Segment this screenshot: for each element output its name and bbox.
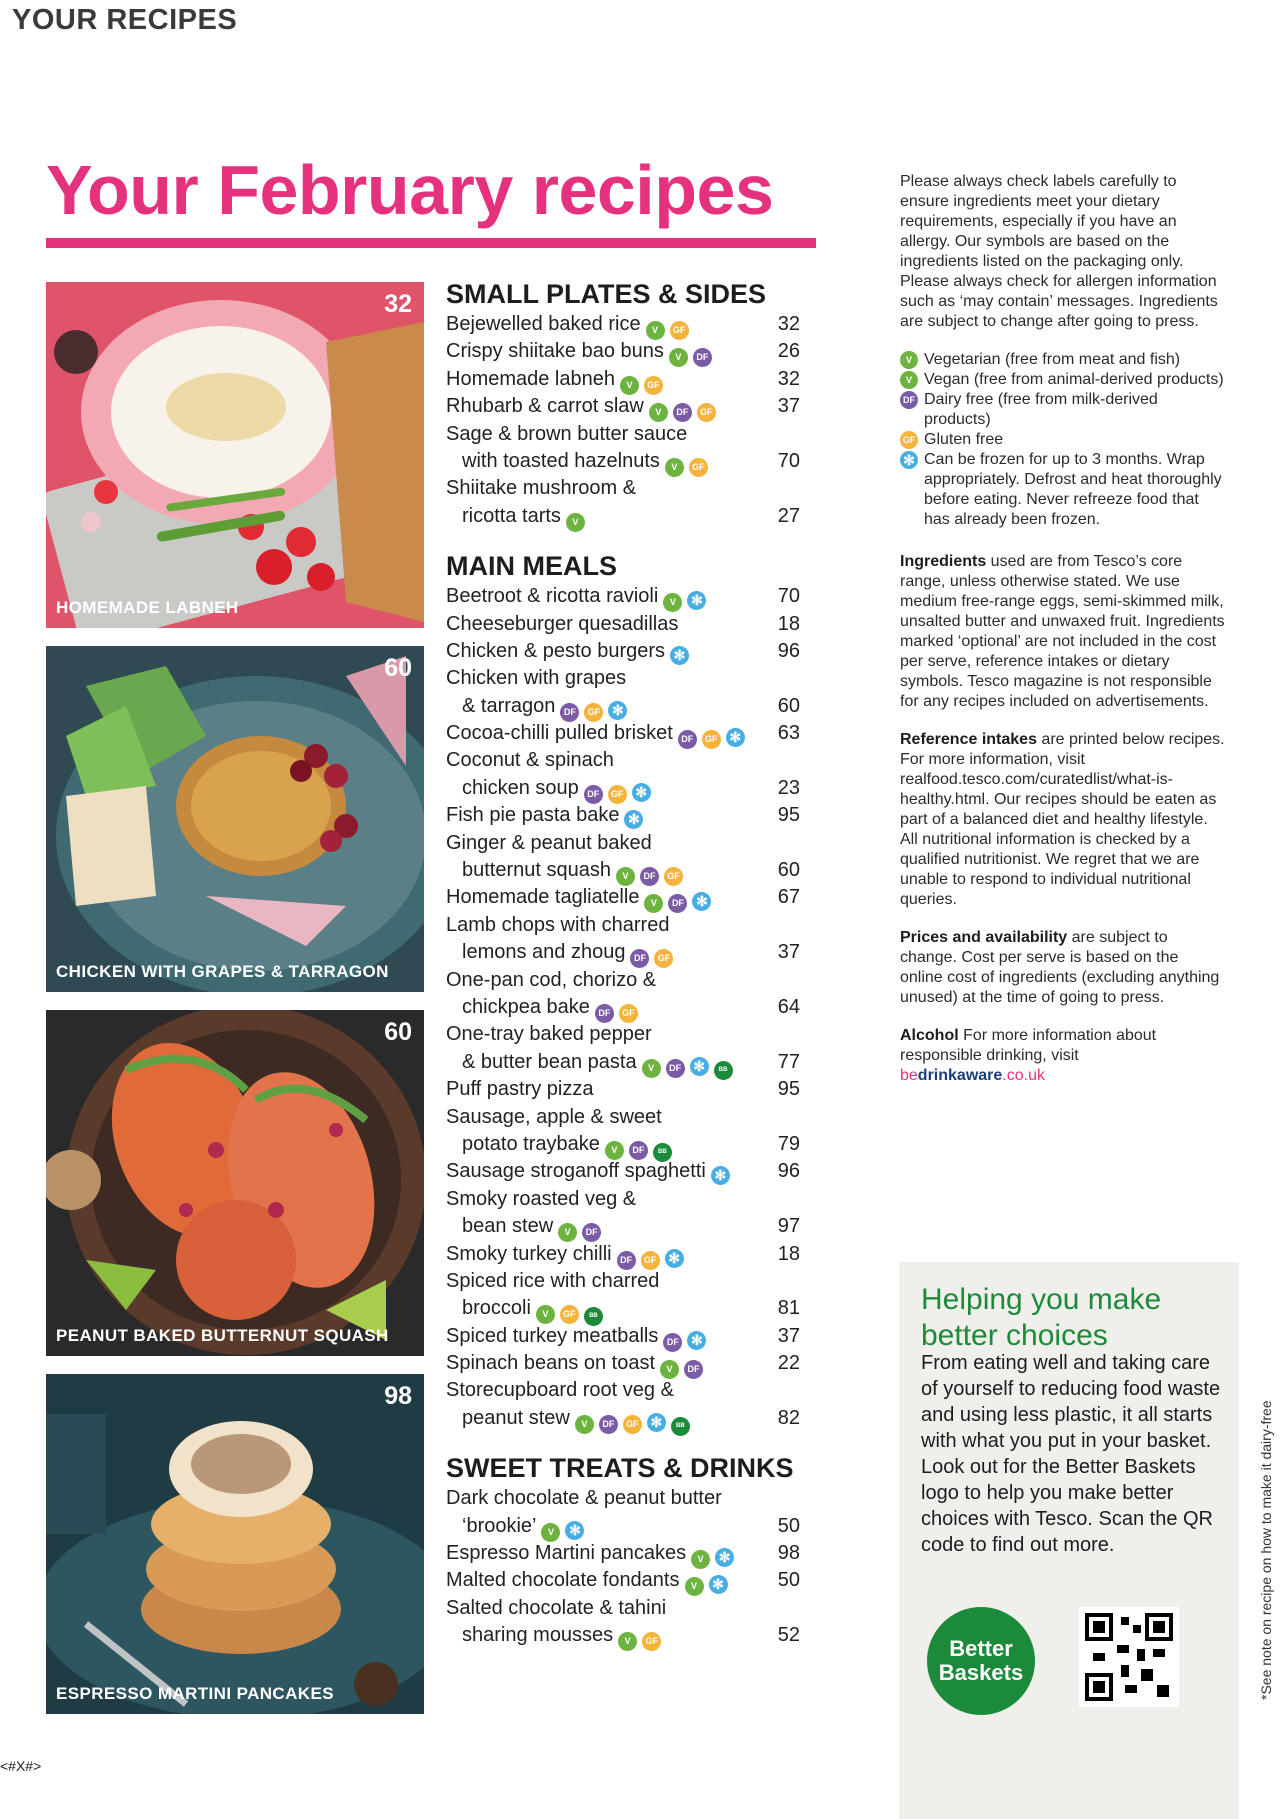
chicken-illustration	[46, 646, 424, 992]
recipe-page: 96	[777, 1160, 800, 1183]
dairy-free-icon: DF	[663, 1333, 682, 1352]
recipe-row[interactable]	[446, 1513, 806, 1540]
recipe-row[interactable]	[446, 1295, 806, 1322]
recipe-row[interactable]	[446, 747, 806, 774]
drinkaware-name: drinkaware	[917, 1067, 1003, 1084]
freezable-icon: ✻	[624, 810, 643, 829]
recipe-page: 70	[777, 449, 800, 472]
recipe-page: 37	[777, 941, 800, 964]
recipe-name: butternut squash	[462, 859, 611, 882]
symbol-legend	[900, 350, 1225, 530]
recipe-row[interactable]	[446, 1268, 806, 1295]
recipe-name: Salted chocolate & tahini	[446, 1596, 667, 1619]
recipe-row[interactable]	[446, 583, 806, 610]
recipe-row[interactable]	[446, 1104, 806, 1131]
reference-heading: Reference intakes	[900, 731, 1037, 748]
freezable-icon: ✻	[565, 1521, 584, 1540]
gluten-free-icon: GF	[654, 949, 673, 968]
better-baskets-icon: BB	[714, 1061, 733, 1080]
dairy-free-icon: DF	[668, 894, 687, 913]
recipe-row[interactable]	[446, 1241, 806, 1268]
recipe-name: Spiced rice with charred	[446, 1269, 660, 1292]
recipe-row[interactable]	[446, 1158, 806, 1185]
section-gap	[446, 530, 806, 550]
photo-caption: PEANUT BAKED BUTTERNUT SQUASH	[56, 1326, 389, 1345]
freezable-icon: ✻	[900, 451, 918, 469]
better-baskets-icon: BB	[653, 1143, 672, 1162]
vegetarian-icon: V	[685, 1577, 704, 1596]
freezable-icon: ✻	[709, 1575, 728, 1594]
recipe-row[interactable]	[446, 311, 806, 338]
vegan-icon: V	[605, 1141, 624, 1160]
recipe-page: 70	[777, 585, 800, 608]
gluten-free-icon: GF	[702, 730, 721, 749]
prices-note	[900, 928, 1225, 1008]
recipe-name: Smoky roasted veg &	[446, 1187, 637, 1210]
recipe-page: 37	[777, 1324, 800, 1347]
title-divider	[46, 238, 816, 248]
freezable-icon: ✻	[608, 701, 627, 720]
better-baskets-logo: Better Baskets	[927, 1607, 1035, 1715]
legend-gluten-free	[900, 430, 1225, 450]
legend-dairy-free	[900, 390, 1225, 430]
qr-code[interactable]	[1079, 1607, 1179, 1707]
photo-peanut-baked-butternut-squash[interactable]	[46, 1010, 424, 1356]
gluten-free-icon: GF	[619, 1004, 638, 1023]
recipe-name: Sausage, apple & sweet	[446, 1105, 662, 1128]
recipe-page: 50	[777, 1569, 800, 1592]
recipe-name: potato traybake	[462, 1132, 600, 1155]
recipe-row[interactable]	[446, 366, 806, 393]
recipe-page: 96	[777, 639, 800, 662]
freezable-icon: ✻	[715, 1548, 734, 1567]
vegan-icon: V	[558, 1223, 577, 1242]
ingredients-note	[900, 552, 1225, 712]
recipe-page: 95	[777, 804, 800, 827]
recipe-page: 60	[777, 694, 800, 717]
recipe-name: & butter bean pasta	[462, 1050, 637, 1073]
photo-page-number: 32	[384, 290, 412, 318]
squash-illustration	[46, 1010, 424, 1356]
recipe-row[interactable]	[446, 1377, 806, 1404]
dairy-free-icon: DF	[560, 703, 579, 722]
recipe-row[interactable]	[446, 830, 806, 857]
dairy-free-icon: DF	[629, 1141, 648, 1160]
gluten-free-icon: GF	[642, 1632, 661, 1651]
vegetarian-icon: V	[536, 1305, 555, 1324]
drinkaware-be: be	[900, 1067, 918, 1084]
recipe-name: Spinach beans on toast	[446, 1352, 656, 1375]
recipe-name: Rhubarb & carrot slaw	[446, 395, 644, 418]
vegan-icon: V	[649, 403, 668, 422]
vegan-icon: V	[642, 1059, 661, 1078]
ingredients-heading: Ingredients	[900, 553, 987, 570]
alcohol-text: For more information about responsible drinking, visit	[900, 1027, 1157, 1064]
vegetarian-icon: V	[566, 513, 585, 532]
vegetarian-icon: V	[620, 376, 639, 395]
recipe-row[interactable]	[446, 1540, 806, 1567]
recipe-row[interactable]	[446, 720, 806, 747]
alcohol-note	[900, 1026, 1225, 1066]
gluten-free-icon: GF	[670, 321, 689, 340]
legend-freezable	[900, 450, 1225, 530]
prices-heading: Prices and availability	[900, 929, 1068, 946]
drinkaware-domain: .co.uk	[1002, 1067, 1045, 1084]
gluten-free-icon: GF	[623, 1415, 642, 1434]
recipe-name: Fish pie pasta bake	[446, 804, 620, 827]
dairy-free-icon: DF	[630, 949, 649, 968]
recipe-page: 26	[777, 340, 800, 363]
freezable-icon: ✻	[665, 1249, 684, 1268]
recipe-page: 37	[777, 395, 800, 418]
recipe-row[interactable]	[446, 1323, 806, 1350]
section-heading: SWEET TREATS & DRINKS	[446, 1453, 794, 1484]
freezable-icon: ✻	[670, 646, 689, 665]
freezable-icon: ✻	[690, 1057, 709, 1076]
recipe-name: Coconut & spinach	[446, 749, 614, 772]
recipe-row[interactable]	[446, 665, 806, 692]
info-column	[900, 172, 1225, 1086]
recipe-row[interactable]	[446, 1186, 806, 1213]
recipe-page: 81	[777, 1297, 800, 1320]
recipe-name: ‘brookie’	[462, 1514, 537, 1537]
recipe-name: Storecupboard root veg &	[446, 1379, 674, 1402]
recipe-name: Smoky turkey chilli	[446, 1242, 612, 1265]
vegetarian-icon: V	[663, 593, 682, 612]
recipe-row[interactable]	[446, 884, 806, 911]
reference-text: are printed below recipes. For more information, visit realfood.tesco.com/curatedlist/what-is-healthy.html. Our recipes should be eaten as part of a balanced diet and healthy lifestyle. All nutritional information is checked by a qualified nutritionist. We regret that we are unable to respond to individual nutritional queries.	[900, 731, 1225, 908]
recipe-name: chicken soup	[462, 776, 579, 799]
prices-text: are subject to change. Cost per serve is based on the online cost of ingredients (excluding anything unused) at the time of going to press.	[900, 929, 1220, 1006]
labneh-illustration	[46, 282, 424, 628]
recipe-name: bean stew	[462, 1215, 554, 1238]
recipe-row[interactable]	[446, 775, 806, 802]
freezable-icon: ✻	[687, 1331, 706, 1350]
recipe-name: Cocoa-chilli pulled brisket	[446, 722, 673, 745]
recipe-page: 23	[777, 776, 800, 799]
qr-code-icon	[1085, 1613, 1173, 1701]
recipe-name: Spiced turkey meatballs	[446, 1324, 659, 1347]
recipe-row[interactable]	[446, 638, 806, 665]
vegetarian-icon: V	[900, 351, 918, 369]
vegetarian-icon: V	[618, 1632, 637, 1651]
dairy-free-icon: DF	[900, 391, 918, 409]
panel-title: Helping you make better choices	[921, 1283, 1162, 1352]
legend-freeze-text: Can be frozen for up to 3 months. Wrap appropriately. Defrost and heat thoroughly before eating. Never refreeze food that has already been frozen.	[924, 451, 1222, 528]
recipe-page: 98	[777, 1542, 800, 1565]
legend-vegetarian	[900, 350, 1225, 370]
recipe-row[interactable]	[446, 939, 806, 966]
photo-espresso-martini-pancakes[interactable]	[46, 1374, 424, 1714]
recipe-row[interactable]	[446, 1567, 806, 1594]
recipe-page: 82	[777, 1406, 800, 1429]
gluten-free-icon: GF	[608, 785, 627, 804]
recipe-name: Espresso Martini pancakes	[446, 1542, 687, 1565]
recipe-name: ricotta tarts	[462, 504, 561, 527]
vegetarian-icon: V	[691, 1550, 710, 1569]
freezable-icon: ✻	[692, 892, 711, 911]
recipe-name: Puff pastry pizza	[446, 1078, 594, 1101]
gluten-free-icon: GF	[900, 431, 918, 449]
recipe-row[interactable]	[446, 1350, 806, 1377]
vegan-icon: V	[669, 348, 688, 367]
recipe-name: with toasted hazelnuts	[462, 449, 660, 472]
vegan-icon: V	[575, 1415, 594, 1434]
ingredients-text: used are from Tesco’s core range, unless otherwise stated. We use medium free-range eggs, semi-skimmed milk, unsalted butter and unwaxed fruit. Ingredients marked ‘optional’ are not included in the cost per serve, reference intakes or dietary symbols. Tesco magazine is not responsible for any recipes included on advertisements.	[900, 553, 1225, 710]
recipe-name: One-tray baked pepper	[446, 1023, 652, 1046]
recipe-page: 64	[777, 995, 800, 1018]
recipe-page: 50	[777, 1514, 800, 1537]
recipe-row[interactable]	[446, 503, 806, 530]
recipe-name: Lamb chops with charred	[446, 913, 670, 936]
recipe-name: Bejewelled baked rice	[446, 313, 641, 335]
freezable-icon: ✻	[687, 591, 706, 610]
recipe-name: Beetroot & ricotta ravioli	[446, 585, 659, 608]
recipe-name: Ginger & peanut baked	[446, 831, 652, 854]
freezable-icon: ✻	[711, 1166, 730, 1185]
recipe-page: 32	[777, 313, 800, 335]
dairy-free-icon: DF	[678, 730, 697, 749]
recipe-page: 63	[777, 722, 800, 745]
recipe-name: Crispy shiitake bao buns	[446, 340, 664, 363]
photo-caption: CHICKEN WITH GRAPES & TARRAGON	[56, 962, 389, 981]
side-note: *See note on recipe on how to make it dairy-free	[1258, 1400, 1274, 1700]
recipe-name: broccoli	[462, 1297, 531, 1320]
dairy-free-icon: DF	[582, 1223, 601, 1242]
recipe-row[interactable]	[446, 475, 806, 502]
better-baskets-icon: BB	[584, 1307, 603, 1326]
recipe-row[interactable]	[446, 967, 806, 994]
recipe-row[interactable]	[446, 1622, 806, 1649]
gluten-free-icon: GF	[689, 458, 708, 477]
recipe-name: Shiitake mushroom &	[446, 477, 637, 500]
recipe-page: 95	[777, 1078, 800, 1101]
recipe-name: Homemade labneh	[446, 367, 615, 390]
recipe-page: 60	[777, 859, 800, 882]
recipe-row[interactable]	[446, 338, 806, 365]
recipe-name: Chicken & pesto burgers	[446, 639, 666, 662]
recipe-row[interactable]	[446, 421, 806, 448]
recipe-page: 18	[777, 1242, 800, 1265]
alcohol-heading: Alcohol	[900, 1027, 959, 1044]
recipe-name: & tarragon	[462, 694, 556, 717]
vegan-icon: V	[900, 371, 918, 389]
recipe-row[interactable]	[446, 1595, 806, 1622]
pancakes-illustration	[46, 1374, 424, 1714]
gluten-free-icon: GF	[697, 403, 716, 422]
recipe-page: 18	[777, 612, 800, 635]
legend-vegan	[900, 370, 1225, 390]
dairy-free-icon: DF	[584, 785, 603, 804]
recipe-row[interactable]	[446, 857, 806, 884]
recipe-page: 32	[777, 367, 800, 390]
recipe-name: chickpea bake	[462, 995, 590, 1018]
footer-code: <#X#>	[0, 1758, 42, 1774]
recipe-name: Homemade tagliatelle	[446, 886, 640, 909]
recipe-row[interactable]	[446, 802, 806, 829]
recipe-row[interactable]	[446, 393, 806, 420]
vegetarian-icon: V	[660, 1360, 679, 1379]
photo-caption: ESPRESSO MARTINI PANCAKES	[56, 1684, 334, 1703]
photo-caption: HOMEMADE LABNEH	[56, 598, 239, 617]
dairy-free-icon: DF	[684, 1360, 703, 1379]
recipe-name: Sage & brown butter sauce	[446, 422, 688, 445]
freezable-icon: ✻	[726, 728, 745, 747]
recipe-name: Chicken with grapes	[446, 667, 627, 690]
vegetarian-icon: V	[665, 458, 684, 477]
dairy-free-icon: DF	[666, 1059, 685, 1078]
legend-vegetarian-text: Vegetarian (free from meat and fish)	[924, 351, 1181, 368]
legend-dairy-text: Dairy free (free from milk-derived products)	[924, 391, 1158, 428]
recipe-row[interactable]	[446, 1405, 806, 1432]
dairy-free-icon: DF	[693, 348, 712, 367]
recipe-name: lemons and zhoug	[462, 941, 626, 964]
vegan-icon: V	[616, 867, 635, 886]
gluten-free-icon: GF	[664, 867, 683, 886]
recipe-name: Dark chocolate & peanut butter	[446, 1487, 722, 1510]
recipe-page: 77	[777, 1050, 800, 1073]
recipe-index	[446, 278, 806, 1650]
photo-page-number: 60	[384, 654, 412, 682]
recipe-page: 27	[777, 504, 800, 527]
freezable-icon: ✻	[632, 783, 651, 802]
gluten-free-icon: GF	[641, 1251, 660, 1270]
recipe-row[interactable]	[446, 1049, 806, 1076]
panel-body: From eating well and taking care of yourself to reducing food waste and using less plastic, it all starts with what you put in your basket. Look out for the Better Baskets logo to help you make better choices with Tesco. Scan the QR code to find out more.	[921, 1352, 1221, 1556]
section-heading: MAIN MEALS	[446, 551, 617, 582]
recipe-page: 52	[777, 1624, 800, 1647]
vegan-icon: V	[644, 894, 663, 913]
recipe-row[interactable]	[446, 1485, 806, 1512]
better-choices-panel	[899, 1262, 1239, 1819]
recipe-page: 67	[777, 886, 800, 909]
page-title: Your February recipes	[46, 151, 774, 229]
recipe-row[interactable]	[446, 994, 806, 1021]
recipe-row[interactable]	[446, 1076, 806, 1103]
recipe-row[interactable]	[446, 1131, 806, 1158]
dairy-free-icon: DF	[640, 867, 659, 886]
drinkaware-link[interactable]	[900, 1066, 1225, 1086]
vegetarian-icon: V	[541, 1523, 560, 1542]
recipe-page: 97	[777, 1215, 800, 1238]
photo-homemade-labneh[interactable]	[46, 282, 424, 628]
recipe-page: 79	[777, 1132, 800, 1155]
photo-page-number: 60	[384, 1018, 412, 1046]
recipe-row[interactable]	[446, 912, 806, 939]
recipe-row[interactable]	[446, 1213, 806, 1240]
reference-note	[900, 730, 1225, 910]
recipe-name: peanut stew	[462, 1406, 570, 1429]
recipe-name: Cheeseburger quesadillas	[446, 612, 679, 635]
legend-gluten-text: Gluten free	[924, 431, 1004, 448]
recipe-page: 22	[777, 1352, 800, 1375]
gluten-free-icon: GF	[560, 1305, 579, 1324]
photo-page-number: 98	[384, 1382, 412, 1410]
section-gap	[446, 1432, 806, 1452]
recipe-row[interactable]	[446, 1021, 806, 1048]
section-heading: SMALL PLATES & SIDES	[446, 279, 767, 309]
freezable-icon: ✻	[647, 1413, 666, 1432]
recipe-name: sharing mousses	[462, 1624, 614, 1647]
dairy-free-icon: DF	[673, 403, 692, 422]
recipe-name: Sausage stroganoff spaghetti	[446, 1160, 706, 1183]
recipe-row[interactable]	[446, 611, 806, 638]
dairy-free-icon: DF	[617, 1251, 636, 1270]
section-tag: YOUR RECIPES	[12, 4, 238, 36]
recipe-name: Malted chocolate fondants	[446, 1569, 680, 1592]
photo-chicken-with-grapes[interactable]	[46, 646, 424, 992]
dairy-free-icon: DF	[599, 1415, 618, 1434]
vegetarian-icon: V	[646, 321, 665, 340]
better-baskets-icon: BB	[671, 1417, 690, 1436]
gluten-free-icon: GF	[584, 703, 603, 722]
labels-notice: Please always check labels carefully to ensure ingredients meet your dietary requirements, especially if you have an allergy. Our symbols are based on the ingredients listed on the packaging only. Please always check for allergen information such as ‘may contain’ messages. Ingredients are subject to change after going to press.	[900, 173, 1218, 330]
recipe-name: One-pan cod, chorizo &	[446, 968, 657, 991]
dairy-free-icon: DF	[595, 1004, 614, 1023]
gluten-free-icon: GF	[644, 376, 663, 395]
legend-vegan-text: Vegan (free from animal-derived products)	[924, 371, 1224, 388]
recipe-row[interactable]	[446, 448, 806, 475]
recipe-row[interactable]	[446, 693, 806, 720]
